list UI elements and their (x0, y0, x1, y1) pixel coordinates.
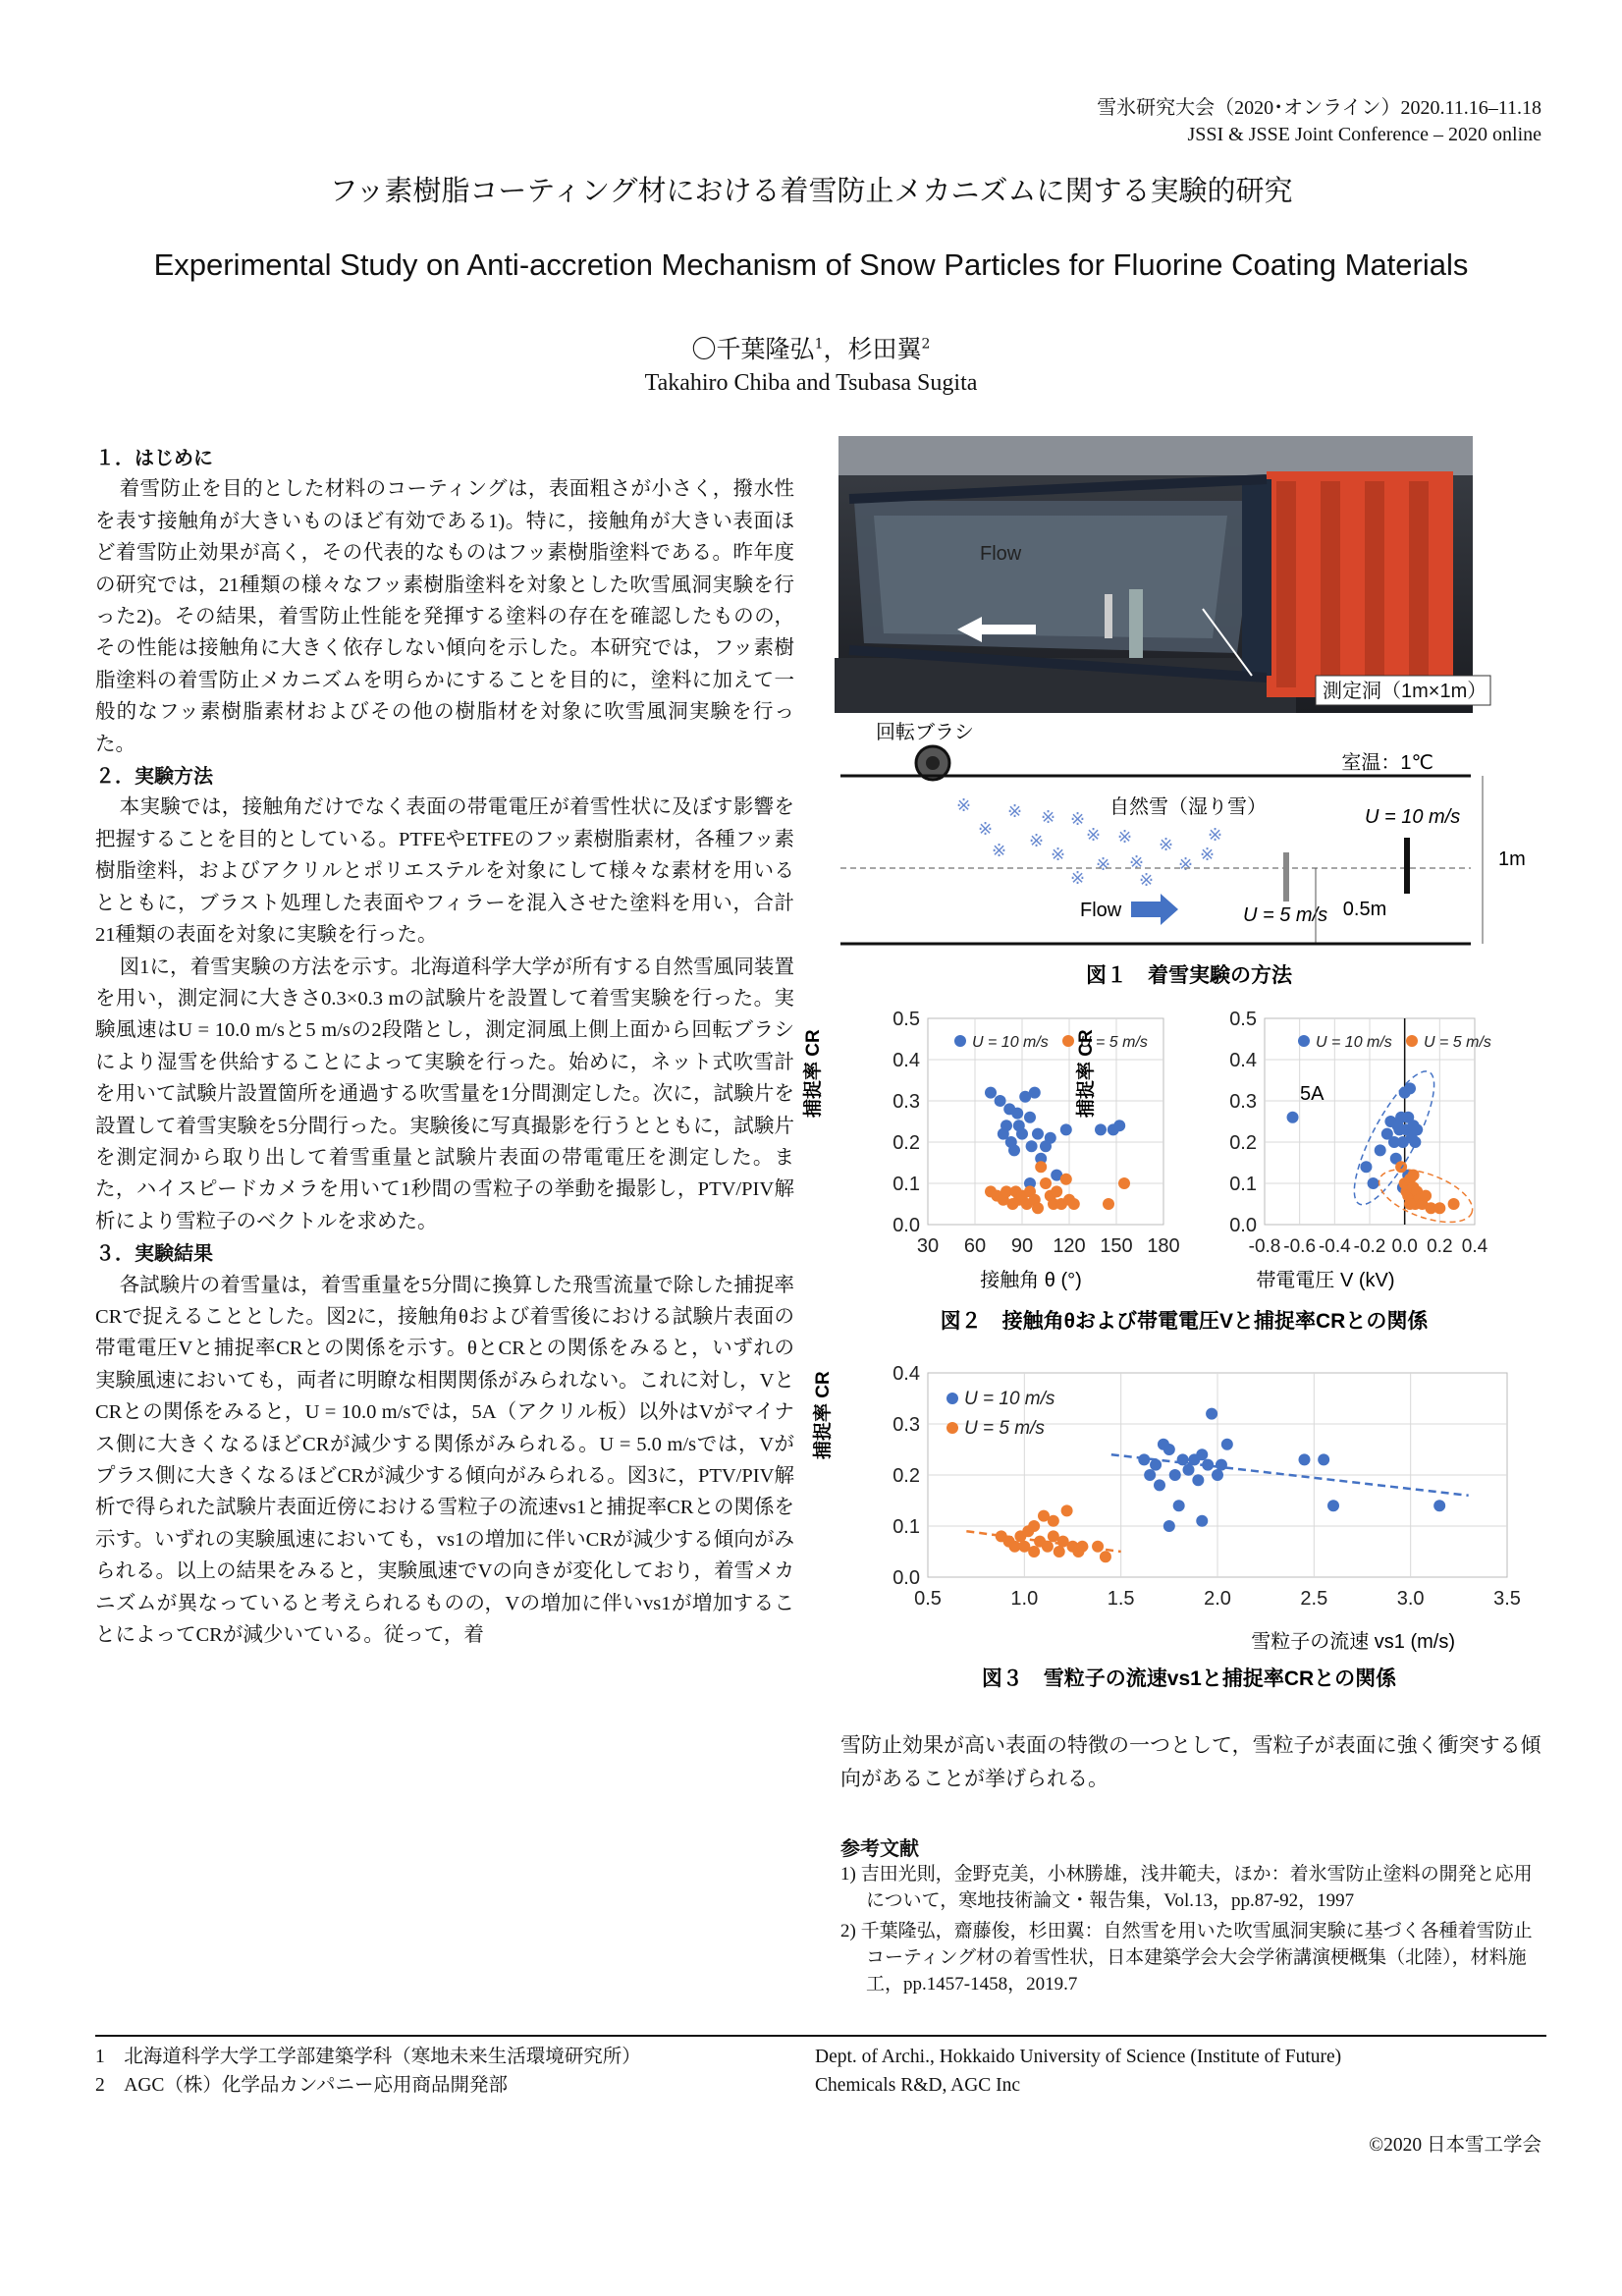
data-point (1287, 1112, 1299, 1123)
data-point (1011, 1108, 1023, 1120)
reference-2: 2) 千葉隆弘，齋藤俊，杉田翼：自然雪を用いた吹雪風洞実験に基づく各種着雪防止コーティング材の着雪性状，日本建築学会大会学術講演梗概集（北陸），材料施工，pp.1457-1458，2019.7 (840, 1921, 1533, 1995)
data-point (1212, 1469, 1223, 1481)
svg-text:※: ※ (1070, 809, 1086, 829)
footnote-2-en: Chemicals R&D, AGC Inc (815, 2075, 1021, 2096)
x-tick-label: 0.4 (1461, 1236, 1488, 1257)
x-tick-label: 60 (963, 1235, 987, 1257)
figure-2-caption: 図２ 接触角θおよび帯電電圧Vと捕捉率CRとの関係 (940, 1310, 1429, 1333)
svg-text:※: ※ (1086, 825, 1102, 845)
data-point (1061, 1504, 1073, 1516)
references (840, 1832, 1541, 1997)
fig2-left-xlabel: 接触角 θ (°) (980, 1270, 1082, 1291)
data-point (1028, 1546, 1040, 1558)
x-tick-label: -0.4 (1318, 1236, 1351, 1257)
section-2-heading: ２．実験方法 (95, 764, 213, 789)
y-tick-label: 0.5 (892, 1009, 920, 1030)
x-tick-label: 30 (916, 1235, 940, 1257)
section-1-paragraph: 着雪防止を目的とした材料のコーティングは，表面粗さが小さく，撥水性を表す接触角が大きいものほど有効である1)。特に，接触角が大きい表面ほど着雪防止効果が高く，その代表的なものはフッ素樹脂塗料である。昨年度の研究では，21種類の様々なフッ素樹脂塗料を対象とした吹雪風洞実験を行った2)。その結果，着雪防止性能を発揮する塗料の存在を確認したものの，その性能は接触角に大きく依存しない傾向を示した。本研究では，フッ素樹脂塗料の着雪防止メカニズムを明らかにすることを目的に，塗料に加えて一般的なフッ素樹脂素材およびその他の樹脂材を対象に吹雪風洞実験を行った。 (95, 478, 794, 755)
x-tick-label: -0.6 (1283, 1236, 1317, 1257)
svg-text:※: ※ (1029, 831, 1045, 850)
svg-text:※: ※ (1051, 845, 1066, 864)
x-tick-label: 2.5 (1300, 1588, 1328, 1610)
data-point (985, 1087, 997, 1099)
data-point (1183, 1464, 1195, 1476)
x-tick-label: 90 (1010, 1235, 1034, 1257)
y-tick-label: 0.2 (892, 1465, 920, 1487)
author-1-affil: 1 (814, 336, 824, 353)
footnote-1-en: Dept. of Archi., Hokkaido University of Science (Institute of Future) (815, 2047, 1342, 2067)
data-point (1202, 1459, 1214, 1471)
data-point (1032, 1202, 1044, 1214)
data-point (1068, 1198, 1080, 1210)
section-3-paragraph: 各試験片の着雪量は，着雪重量を5分間に換算した飛雪流量で除した捕捉率CRで捉えることとした。図2に，接触角θおよび着雪後における試験片表面の帯電電圧Vと捕捉率CRとの関係を示す。θとCRとの関係をみると，いずれの実験風速においても，両者に明瞭な相関関係がみられない。これに対し，VとCRとの関係をみると，U = 10.0 m/sでは，5A（アクリル板）以外はVがマイナス側に大きくなるほどCRが減少する関係がみられる。U = 5.0 m/sでは，Vがプラス側に大きくなるほどCRが減少する傾向がみられる。図3に，PTV/PIV解析で得られた試験片表面近傍における雪粒子の流速vs1と捕捉率CRとの関係を示す。いずれの実験風速においても，vs1の増加に伴いCRが減少する傾向がみられる。以上の結果をみると，実験風速でVの向きが変化しており，着雪メカニズムが異なっていると考えられるものの，Vの増加に伴いvs1が増加することによってCRが減少いている。従って，着 (95, 1274, 794, 1647)
data-point (1206, 1408, 1217, 1420)
wind-tunnel-photo (835, 436, 1490, 713)
y-tick-label: 0.3 (892, 1091, 920, 1113)
data-point (1029, 1087, 1041, 1099)
data-point (1076, 1541, 1088, 1553)
data-point (1368, 1177, 1379, 1189)
data-point (1045, 1132, 1056, 1144)
data-point (1060, 1174, 1072, 1185)
fig2-right-ylabel: 捕捉率 CR (1076, 1029, 1097, 1118)
data-point (1100, 1551, 1111, 1562)
svg-text:※: ※ (992, 841, 1007, 860)
data-point (1092, 1541, 1104, 1553)
conference-line-en: JSSI & JSSE Joint Conference – 2020 online (1187, 124, 1541, 145)
copyright: ©2020 日本雪工学会 (1369, 2135, 1541, 2156)
references-heading: 参考文献 (840, 1836, 919, 1860)
svg-text:※: ※ (1139, 870, 1155, 890)
svg-text:※: ※ (1129, 852, 1145, 872)
author-2: 杉田翼 (847, 335, 922, 363)
data-point (1028, 1520, 1040, 1532)
flow-arrow-icon (1131, 894, 1178, 925)
data-point (1103, 1198, 1114, 1210)
figure-2 (803, 1002, 1543, 1336)
data-point (1360, 1161, 1372, 1173)
svg-text:※: ※ (956, 795, 972, 815)
data-point (1173, 1500, 1185, 1511)
y-tick-label: 0.0 (1229, 1215, 1257, 1236)
x-tick-label: 2.0 (1204, 1588, 1231, 1610)
author-2-affil: 2 (921, 336, 931, 353)
fig2-annotation-5a: 5A (1300, 1083, 1325, 1105)
data-point (1196, 1449, 1208, 1460)
x-tick-label: -0.2 (1353, 1236, 1386, 1257)
data-point (1221, 1439, 1233, 1450)
data-point (1016, 1128, 1028, 1140)
data-point (1216, 1459, 1227, 1471)
height-1m-label: 1m (1498, 848, 1526, 870)
figure-1 (835, 432, 1543, 1002)
y-tick-label: 0.0 (892, 1567, 920, 1589)
footnotes-ja (95, 2043, 641, 2100)
x-tick-label: 0.2 (1427, 1236, 1453, 1257)
data-point (1008, 1144, 1020, 1156)
svg-text:※: ※ (1178, 854, 1194, 874)
legend-marker (954, 1035, 966, 1047)
legend-label: U = 5 m/s (1080, 1034, 1148, 1051)
authors-japanese (0, 330, 1622, 365)
data-point (1040, 1177, 1052, 1189)
data-point (1318, 1453, 1329, 1465)
x-tick-label: 180 (1147, 1235, 1180, 1257)
legend-marker (1298, 1035, 1310, 1047)
data-point (1024, 1112, 1036, 1123)
data-point (1327, 1500, 1339, 1511)
conference-header (1097, 95, 1541, 148)
data-point (1163, 1444, 1175, 1455)
y-tick-label: 0.3 (1229, 1091, 1257, 1113)
fig2-left-ylabel: 捕捉率 CR (803, 1029, 824, 1118)
x-tick-label: 1.0 (1010, 1588, 1039, 1610)
figure-1-caption: 図１ 着雪実験の方法 (1086, 964, 1292, 987)
data-point (1000, 1120, 1012, 1131)
x-tick-label: 3.0 (1396, 1588, 1425, 1610)
chart-snow-velocity (892, 1363, 1521, 1610)
data-point (1420, 1190, 1432, 1202)
data-point (1054, 1546, 1065, 1558)
data-point (1404, 1198, 1416, 1210)
svg-text:※: ※ (1208, 825, 1223, 845)
title-japanese: フッ素樹脂コーティング材における着雪防止メカニズムに関する実験的研究 (329, 174, 1293, 207)
data-point (1448, 1198, 1460, 1210)
footnote-divider (95, 2035, 1546, 2037)
legend-marker (946, 1422, 958, 1434)
y-tick-label: 0.3 (892, 1414, 920, 1436)
u5-label: U = 5 m/s (1243, 904, 1328, 926)
data-point (1154, 1479, 1165, 1491)
data-point (995, 1095, 1006, 1107)
x-tick-label: 0.0 (1391, 1236, 1418, 1257)
data-point (1192, 1474, 1204, 1486)
room-temperature: 室温：1℃ (1341, 752, 1433, 774)
chart-contact-angle (892, 1009, 1180, 1257)
figure-3-caption: 図３ 雪粒子の流速vs1と捕捉率CRとの関係 (981, 1667, 1397, 1690)
data-point (1042, 1541, 1054, 1553)
legend-label: U = 5 m/s (964, 1418, 1045, 1439)
fig3-ylabel: 捕捉率 CR (813, 1371, 834, 1459)
y-tick-label: 0.2 (1229, 1132, 1257, 1154)
experiment-schematic (840, 721, 1526, 944)
data-point (1032, 1128, 1044, 1140)
section-3-heading: ３．実験結果 (95, 1241, 213, 1266)
footnotes-en (815, 2043, 1341, 2100)
right-column-text: 雪防止効果が高い表面の特徴の一つとして，雪粒子が表面に強く衝突する傾向があることが挙げられる。 (840, 1733, 1541, 1790)
data-point (1026, 1140, 1038, 1152)
y-tick-label: 0.4 (892, 1050, 920, 1071)
y-tick-label: 0.2 (892, 1132, 920, 1154)
data-point (1095, 1123, 1107, 1135)
data-point (1375, 1144, 1386, 1156)
data-point (1433, 1500, 1445, 1511)
data-point (1138, 1453, 1150, 1465)
chart-charge-voltage (1229, 1009, 1491, 1257)
reference-1: 1) 吉田光則，金野克美，小林勝雄，浅井範夫，ほか：着氷雪防止塗料の開発と応用について，寒地技術論文・報告集，Vol.13，pp.87-92，1997 (840, 1864, 1533, 1911)
fig3-xlabel: 雪粒子の流速 vs1 (m/s) (1251, 1631, 1455, 1653)
data-point (1299, 1453, 1311, 1465)
conference-line-ja: 雪氷研究大会（2020･オンライン）2020.11.16–11.18 (1097, 97, 1541, 119)
y-tick-label: 0.4 (1229, 1050, 1257, 1071)
svg-text:※: ※ (1159, 835, 1174, 854)
data-point (1177, 1453, 1189, 1465)
authors-english: Takahiro Chiba and Tsubasa Sugita (644, 370, 978, 396)
svg-text:※: ※ (1200, 845, 1216, 864)
footnote-2: 2 AGC（株）化学品カンパニー応用商品開発部 (95, 2075, 509, 2096)
section-2-paragraph-2: 図1に，着雪実験の方法を示す。北海道科学大学が所有する自然雪風同装置を用い，測定洞に大きさ0.3×0.3 mの試験片を設置して着雪実験を行った。実験風速はU = 10.0 m/sと5 m/sの2段階とし，測定洞風上側上面から回転ブラシにより湿雪を供給することによって実験を行った。始めに，ネット式吹雪計を用いて試験片設置箇所を通過する吹雪量を1分間測定した。次に，試験片を設置して着雪実験を5分間行った。実験後に写真撮影を行うとともに，試験片を測定洞から取り出して着雪重量と試験片表面の帯電電圧を測定した。また，ハイスピードカメラを用いて1秒間の雪粒子の挙動を撮影し，PTV/PIV解析により雪粒子のベクトルを求めた。 (95, 956, 794, 1232)
data-point (1409, 1136, 1421, 1148)
data-point (1035, 1161, 1047, 1173)
title-english: Experimental Study on Anti-accretion Mechanism of Snow Particles for Fluorine Coating Materials (153, 247, 1469, 282)
natural-snow-label: 自然雪（湿り雪） (1109, 796, 1267, 818)
legend-label: U = 10 m/s (964, 1389, 1055, 1409)
data-point (1169, 1469, 1181, 1481)
data-point (1048, 1515, 1059, 1527)
x-tick-label: 3.5 (1493, 1588, 1521, 1610)
legend-label: U = 10 m/s (1316, 1034, 1392, 1051)
svg-text:※: ※ (1041, 807, 1056, 827)
svg-text:※: ※ (1117, 827, 1133, 847)
data-point (1060, 1123, 1072, 1135)
data-point (1163, 1520, 1175, 1532)
y-tick-label: 0.1 (892, 1174, 920, 1195)
rotating-brush-label: 回転ブラシ (876, 722, 974, 743)
fig2-right-xlabel: 帯電電圧 V (kV) (1256, 1270, 1395, 1291)
y-tick-label: 0.4 (892, 1363, 920, 1385)
height-05m-label: 0.5m (1342, 899, 1387, 920)
data-point (1404, 1082, 1416, 1094)
y-tick-label: 0.5 (1229, 1009, 1257, 1030)
legend-label: U = 5 m/s (1424, 1034, 1491, 1051)
data-point (1150, 1459, 1162, 1471)
x-tick-label: 0.5 (914, 1588, 942, 1610)
legend-marker (946, 1393, 958, 1404)
u10-label: U = 10 m/s (1365, 806, 1461, 828)
data-point (1113, 1120, 1125, 1131)
legend-marker (1406, 1035, 1418, 1047)
x-tick-label: 1.5 (1107, 1588, 1135, 1610)
data-point (1433, 1202, 1445, 1214)
footnote-1: 1 北海道科学大学工学部建築学科（寒地未来生活環境研究所） (95, 2047, 641, 2067)
x-tick-label: 120 (1053, 1235, 1086, 1257)
data-point (1196, 1515, 1208, 1527)
svg-text:※: ※ (978, 819, 994, 839)
y-tick-label: 0.0 (892, 1215, 920, 1236)
x-tick-label: 150 (1100, 1235, 1133, 1257)
svg-text:※: ※ (1096, 854, 1111, 874)
body-text-column (95, 442, 794, 1651)
data-point (1144, 1469, 1156, 1481)
legend-marker (1062, 1035, 1074, 1047)
author-1: 〇千葉隆弘 (691, 335, 815, 363)
author-separator: ， (823, 335, 848, 363)
photo-flow-label: Flow (980, 543, 1022, 565)
data-point (1118, 1177, 1130, 1189)
svg-text:※: ※ (1007, 801, 1023, 821)
legend-label: U = 10 m/s (972, 1034, 1049, 1051)
photo-test-section-label: 測定洞（1m×1m） (1323, 681, 1487, 702)
flow-label: Flow (1080, 900, 1122, 921)
section-2-paragraph-1: 本実験では，接触角だけでなく表面の帯電電圧が着雪性状に及ぼす影響を把握することを目的としている。PTFEやETFEのフッ素樹脂素材，各種フッ素樹脂塗料，およびアクリルとポリエステルを対象にして様々な素材を用いるとともに，ブラスト処理した表面やフィラーを混入させた塗料を用い，合計21種類の表面を対象に実験を行った。 (95, 796, 794, 947)
data-point (1395, 1161, 1407, 1173)
y-tick-label: 0.1 (1229, 1174, 1257, 1195)
data-point (1051, 1185, 1062, 1197)
x-tick-label: -0.8 (1248, 1236, 1281, 1257)
figure-3 (813, 1353, 1543, 1717)
svg-text:※: ※ (1070, 868, 1086, 888)
y-tick-label: 0.1 (892, 1516, 920, 1538)
section-1-heading: １．はじめに (95, 446, 213, 469)
